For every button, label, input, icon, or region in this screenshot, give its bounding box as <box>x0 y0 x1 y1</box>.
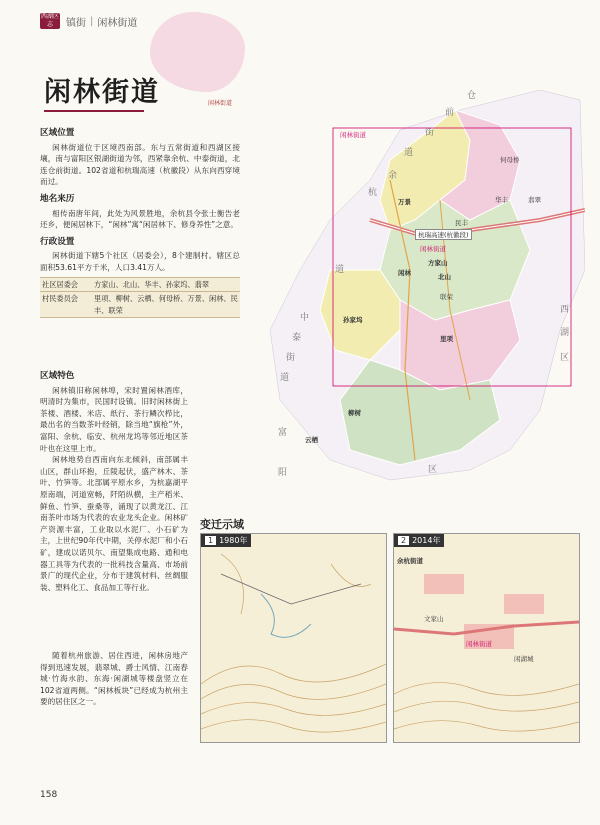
admin-table <box>40 277 240 319</box>
map-place-label: 文家山 <box>424 615 444 623</box>
map-district-label: 阳 <box>278 468 288 478</box>
panel-year-tag: 1 1980年 <box>201 534 251 547</box>
locator-label: 闲林街道 <box>208 100 233 107</box>
map-district-label: 中 <box>300 313 310 323</box>
map-place-label: 闲林街道 <box>466 640 492 648</box>
map-place-label: 闲湖城 <box>514 655 534 663</box>
map-district-label: 西 <box>560 305 570 315</box>
map-road-label: 杭瑞高速(杭徽段) <box>415 229 472 240</box>
map-district-label: 区 <box>560 353 570 363</box>
topo-map-1980 <box>201 534 386 742</box>
map-frame-label: 闲林街道 <box>340 131 366 139</box>
title-underline <box>44 110 144 112</box>
section-text-features-1: 闲林镇旧称闲林埠，宋时置闲林酒库，明清时为集市，民国时设镇。旧时闲林街上茶楼、酒楼、米店、纸行、茶行鳞次栉比，最出名的当数茶叶经销，除当地“旗枪”外，富阳、余杭、临安、杭州龙坞等邻近地区茶叶也在这里上市。 <box>40 385 188 453</box>
map-district-label: 仓 <box>467 91 477 101</box>
map-place-label: 里项 <box>440 335 453 343</box>
table-value: 里项、柳树、云栖、何母桥、万景、闲林、民丰、联荣 <box>94 294 238 315</box>
panel-year-tag: 2 2014年 <box>394 534 444 547</box>
map-district-label: 道 <box>335 265 345 275</box>
change-map-2014 <box>393 533 580 743</box>
table-value: 方家山、北山、华丰、孙家坞、翡翠 <box>94 279 210 289</box>
map-district-label: 杭 <box>368 188 378 198</box>
map-place-label: 孙家坞 <box>343 316 363 324</box>
map-place-label: 北山 <box>438 273 451 281</box>
section-heading-features: 区域特色 <box>40 371 75 381</box>
map-place-label: 何母桥 <box>500 156 520 164</box>
table-row <box>40 292 240 318</box>
page-title: 闲林街道 <box>44 77 160 108</box>
map-district-label: 湖 <box>560 328 570 338</box>
header-separator: | <box>90 15 94 27</box>
map-district-label: 泰 <box>292 333 302 343</box>
map-place-label: 闲林 <box>398 269 411 277</box>
map-place-label: 华丰 <box>495 196 508 204</box>
map-district-label: 街 <box>425 128 435 138</box>
header-section: 镇街 <box>66 17 86 29</box>
section-heading-name-origin: 地名来历 <box>40 193 75 204</box>
section-text-location: 闲林街道位于区境西南部。东与五常街道和西湖区接壤，南与富阳区银湖街道为邻，西紧靠余杭、中泰街道，北连仓前街道。102省道和杭瑞高速（杭徽段）从东向西穿境而过。 <box>40 142 240 187</box>
district-locator-blob <box>150 12 245 92</box>
page-number: 158 <box>40 790 58 800</box>
running-header <box>40 12 137 30</box>
text-column-features <box>40 365 188 649</box>
map-place-label: 云栖 <box>305 436 318 444</box>
change-maps-label: 变迁示域 <box>200 518 244 531</box>
section-text-features-3: 随着杭州旅游、居住西进，闲林房地产得到迅速发展，翡翠城、爵士风情、江南春城·竹海水韵、东海·闲湖城等楼盘竖立在102省道两侧。“闲林板块”已经成为杭州主要的居住区之一。 <box>40 651 188 707</box>
map-district-label: 道 <box>280 373 290 383</box>
map-district-label: 余 <box>388 171 398 181</box>
section-heading-admin: 行政设置 <box>40 236 75 247</box>
map-place-label: 柳树 <box>348 409 361 417</box>
map-place-label: 万景 <box>398 198 411 206</box>
map-district-label: 道 <box>404 148 414 158</box>
text-column-lower <box>40 650 188 708</box>
map-place-label: 闲林街道 <box>420 245 446 253</box>
change-map-1980 <box>200 533 387 743</box>
map-place-label: 余杭街道 <box>397 557 423 565</box>
admin-map <box>240 70 585 510</box>
map-district-label: 富 <box>278 428 288 438</box>
section-text-admin: 闲林街道下辖5个社区（居委会），8个建制村。辖区总面积53.61平方千米，人口3.41万人。 <box>40 251 240 272</box>
section-heading-location: 区域位置 <box>40 128 75 138</box>
section-text-features-2: 闲林地势自西南向东北倾斜，南部属丰山区，群山环抱，丘陵起伏，盛产林木、茶叶、竹笋等。北部属平原水乡，为杭嘉湖平原南端，河道宽畅，阡陌纵横，主产稻米、鲜鱼、竹笋、蚕桑等，涌现了以黄龙江、江南茶叶市场为代表的农业龙头企业。闲林矿产资源丰富，工业取以水泥厂、小石矿为主，上世纪90年代中期，关停水泥厂和小石矿，建成以诺贝尔、南望集成电路、通和电器工具等为代表的一批科技含量高、市场前景广的现代企业，分布于建筑材料、丝绸服装、塑料化工、食品加工等行业。 <box>40 455 188 592</box>
map-place-label: 翡翠 <box>528 196 541 204</box>
table-row <box>40 278 240 293</box>
map-district-label: 街 <box>286 353 296 363</box>
text-column-upper <box>40 122 240 324</box>
header-subsection: 闲林街道 <box>97 17 138 29</box>
map-place-label: 民丰 <box>455 219 468 227</box>
map-place-label: 联荣 <box>440 293 453 301</box>
map-district-label: 前 <box>445 108 455 118</box>
map-district-label: 区 <box>428 465 438 475</box>
section-text-name-origin: 相传南唐年间，此处为风景胜地，余杭县令张士衡告老还乡，便闲居林下，“闲林”寓“闲居林下、修身养性”之意。 <box>40 208 240 230</box>
table-key: 村民委员会 <box>42 294 78 304</box>
topo-map-2014 <box>394 534 579 742</box>
book-logo-icon: 西湖区志 <box>40 13 59 28</box>
table-key: 社区居委会 <box>42 279 78 289</box>
map-place-label: 方家山 <box>428 259 448 267</box>
